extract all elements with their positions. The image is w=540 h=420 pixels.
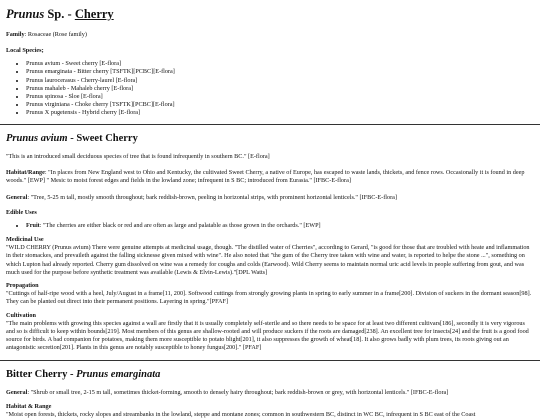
general-text: : "Tree, 5-25 m tall, mostly smooth throughout; bark reddish-brown, peeling in horizontal strips, with prominent horizontal lenticels." [IFBC-E-flora] [27, 193, 397, 201]
heading-latin: Prunus emarginata [76, 368, 161, 380]
list-item: • Prunus mahaleb - Mahaleb cherry [E-flora] [26, 85, 534, 93]
document-page [0, 7, 540, 419]
general-paragraph [6, 194, 534, 202]
local-species-title: Local Species; [6, 46, 44, 54]
list-item [26, 222, 534, 230]
section-divider [0, 360, 540, 361]
family-label: Family [6, 30, 25, 38]
edible-uses-title: Edible Uses [6, 208, 37, 216]
fruit-label: Fruit [26, 221, 40, 229]
heading-common: Bitter Cherry - [6, 368, 77, 380]
list-item: • Prunus virginiana - Choke cherry [TSFTK][PCBC][E-flora] [26, 101, 534, 109]
page-title [6, 8, 540, 22]
habitat-text: : "In places from New England west to Ohio and Kentucky, the cultivated Sweet Cherry, a native of Europe, has escaped to waste lands, thickets, and fence rows. Occasionally it is found in deep woods." [EWP] " Mesic to moist forest edges and fields in the lowland zone; infrequent in S BC; introduced from Eurasia." [IFBC-E-flora] [6, 169, 525, 185]
fruit-text: : "The cherries are either black or red and are often as large and palatable as those grown in the orchards." [EWP] [39, 221, 321, 229]
habitat-paragraph [6, 169, 534, 185]
propagation-title: Propagation [6, 282, 39, 290]
section-heading-emarginata [6, 369, 540, 381]
list-item: • Prunus avium - Sweet cherry [E-flora] [26, 60, 534, 68]
cultivation-title: Cultivation [6, 311, 36, 319]
general-text: : "Shrub or small tree, 2-15 m tall, sometimes thicket-forming, smooth to densely hairy throughout; bark reddish-brown or grey, with horizontal lenticels." [IFBC-E-flora] [27, 389, 449, 397]
family-line [6, 31, 534, 39]
habitat-label: Habitat/Range [6, 169, 45, 177]
general-paragraph [6, 389, 534, 397]
title-genus: Prunus [6, 7, 45, 21]
medicinal-use-title: Medicinal Use [6, 236, 44, 244]
list-item: • Prunus X pugetensis - Hybrid cherry [E-flora] [26, 109, 534, 117]
medicinal-use-text: "WILD CHERRY (Prunus avium) There were genuine attempts at medicinal usage, though. "The distilled water of Cherries", according to Gerard, "is good for those that are troubled with heate and inflammation in their stomackes, and prevaileth against the falling sicknesse given mixed with wine". He also noted that "the gum of the Cherry tree taken with wine and water, is reported to helpe the stone ...", something on which Lupton had already reported. Cherry gum dissolved on wine was a remedy for coughs and colds (Earwood). Wild Cherry seems to maintain normal uric acid levels in people suffering from gout, and was much used for the purpose before synthetic treatment was available (Lewis & Elvin-Lewis)."[DPL Watts] [6, 244, 530, 276]
list-item: • Prunus laurocerasus - Cherry-laurel [E-flora] [26, 77, 534, 85]
general-label: General [6, 389, 28, 397]
cultivation-text: "The main problems with growing this species against a wall are firstly that it is usually completely self-sterile and so there needs to be space for at least two different cultivars[186], secondly it is very vigorous and so is difficult to keep within bounds[219]. Most members of this genus are shallow-rooted and will produce suckers if the roots are damaged[238]. An excellent tree for insects[24] and the fruit is a good food source for birds. A bad companion for potatoes, making them more susceptible to potato blight[201], it also suppresses the growth of wheat[18]. It also grows badly with plum trees, its roots giving out an antagonistic secretion[201]. Plants in this genus are notably susceptible to honey fungus[200]." [PFAF] [6, 319, 529, 352]
heading-common: - Sweet Cherry [70, 133, 138, 145]
intro-paragraph: "This is an introduced small deciduous species of tree that is found infrequently in southern BC." [E-flora] [6, 152, 270, 160]
general-label: General [6, 193, 28, 201]
local-species-list [6, 60, 534, 117]
habitat-range-title: Habitat & Range [6, 403, 52, 411]
family-value: : Rosaceae (Rose family) [24, 30, 87, 38]
section-heading-avium [6, 133, 540, 145]
title-common-link[interactable]: Cherry [74, 7, 114, 21]
heading-latin: Prunus avium [6, 133, 68, 145]
list-item: • Prunus spinosa - Sloe [E-flora] [26, 93, 534, 101]
title-dash: - [67, 7, 72, 21]
propagation-text: "Cuttings of half-ripe wood with a heel, July/August in a frame[11, 200]. Softwood cuttings from strongly growing plants in spring to early summer in a frame[200]. Division of suckers in the dormant season[98]. They can be planted out direct into their permanent positions. Layering in spring."[PFAF] [6, 290, 532, 306]
list-item: • Prunus emarginata - Bitter cherry [TSFTK][PCBC][E-flora] [26, 68, 534, 76]
section-divider [0, 124, 540, 125]
habitat-range-text: "Moist open forests, thickets, rocky slopes and streambanks in the lowland, steppe and montane zones; common in southwestern BC, distinct in WC BC, infrequent in S BC east of the Coast [6, 411, 476, 419]
edible-uses-list [6, 222, 534, 230]
title-spp: Sp. [47, 7, 65, 21]
